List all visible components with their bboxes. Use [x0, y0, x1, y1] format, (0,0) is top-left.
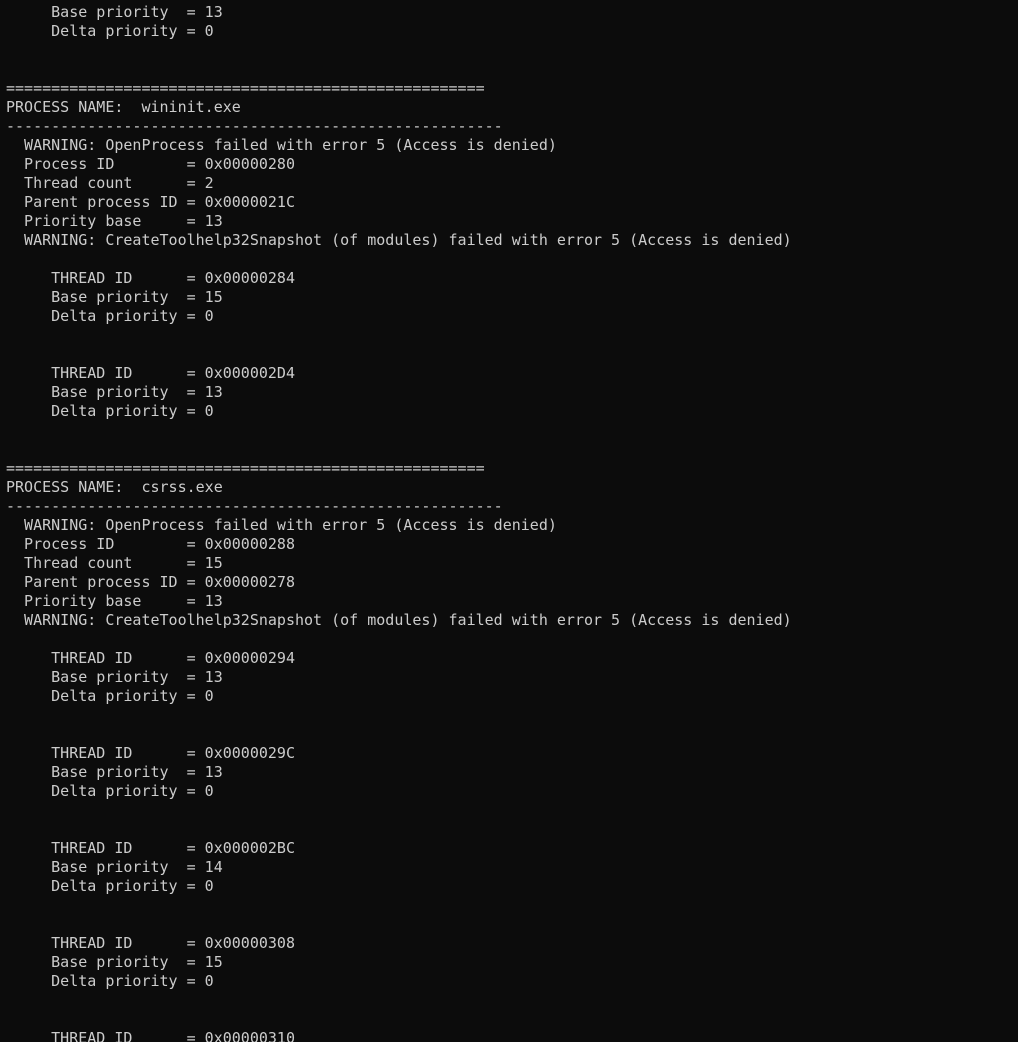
console-line: Thread count = 2 — [6, 174, 214, 192]
console-line: Priority base = 13 — [6, 592, 223, 610]
console-line: Priority base = 13 — [6, 212, 223, 230]
thread-id-line: THREAD ID = 0x000002D4 — [6, 364, 295, 382]
blank-line — [6, 725, 792, 744]
console-line: Delta priority = 0 — [6, 402, 214, 420]
thread-id-line: THREAD ID = 0x0000029C — [6, 744, 295, 762]
console-line: Process ID = 0x00000288 — [6, 535, 295, 553]
console-line: Parent process ID = 0x0000021C — [6, 193, 295, 211]
separator-line: ===================================================== — [6, 79, 485, 97]
divider-line: ------------------------------------------------------- — [6, 117, 503, 135]
divider-line: ------------------------------------------------------- — [6, 497, 503, 515]
console-line: Base priority = 13 — [6, 383, 223, 401]
console-line: Delta priority = 0 — [6, 22, 214, 40]
blank-line — [6, 630, 792, 649]
thread-id-line: THREAD ID = 0x000002BC — [6, 839, 295, 857]
blank-line — [6, 421, 792, 440]
console-line: Base priority = 13 — [6, 763, 223, 781]
console-line: Delta priority = 0 — [6, 307, 214, 325]
blank-line — [6, 820, 792, 839]
process-name-line: PROCESS NAME: csrss.exe — [6, 478, 223, 496]
blank-line — [6, 345, 792, 364]
blank-line — [6, 60, 792, 79]
console-line: Delta priority = 0 — [6, 782, 214, 800]
process-name-line: PROCESS NAME: wininit.exe — [6, 98, 241, 116]
console-line: Delta priority = 0 — [6, 877, 214, 895]
blank-line — [6, 440, 792, 459]
blank-line — [6, 706, 792, 725]
warning-line: WARNING: OpenProcess failed with error 5 (Access is denied) — [6, 136, 557, 154]
console-line: Base priority = 13 — [6, 3, 223, 21]
console-line: Thread count = 15 — [6, 554, 223, 572]
blank-line — [6, 915, 792, 934]
console-output — [6, 3, 792, 1042]
console-line: Process ID = 0x00000280 — [6, 155, 295, 173]
console-line: Base priority = 13 — [6, 668, 223, 686]
blank-line — [6, 41, 792, 60]
console-line: Parent process ID = 0x00000278 — [6, 573, 295, 591]
warning-line: WARNING: OpenProcess failed with error 5 (Access is denied) — [6, 516, 557, 534]
thread-id-line: THREAD ID = 0x00000284 — [6, 269, 295, 287]
console-line: Base priority = 15 — [6, 953, 223, 971]
separator-line: ===================================================== — [6, 459, 485, 477]
warning-line: WARNING: CreateToolhelp32Snapshot (of modules) failed with error 5 (Access is denied) — [6, 611, 792, 629]
blank-line — [6, 801, 792, 820]
blank-line — [6, 250, 792, 269]
console-line: Base priority = 15 — [6, 288, 223, 306]
thread-id-line: THREAD ID = 0x00000308 — [6, 934, 295, 952]
blank-line — [6, 1010, 792, 1029]
blank-line — [6, 326, 792, 345]
console-line: Delta priority = 0 — [6, 972, 214, 990]
blank-line — [6, 896, 792, 915]
blank-line — [6, 991, 792, 1010]
console-line: Base priority = 14 — [6, 858, 223, 876]
thread-id-line: THREAD ID = 0x00000310 — [6, 1029, 295, 1042]
thread-id-line: THREAD ID = 0x00000294 — [6, 649, 295, 667]
warning-line: WARNING: CreateToolhelp32Snapshot (of modules) failed with error 5 (Access is denied) — [6, 231, 792, 249]
console-line: Delta priority = 0 — [6, 687, 214, 705]
